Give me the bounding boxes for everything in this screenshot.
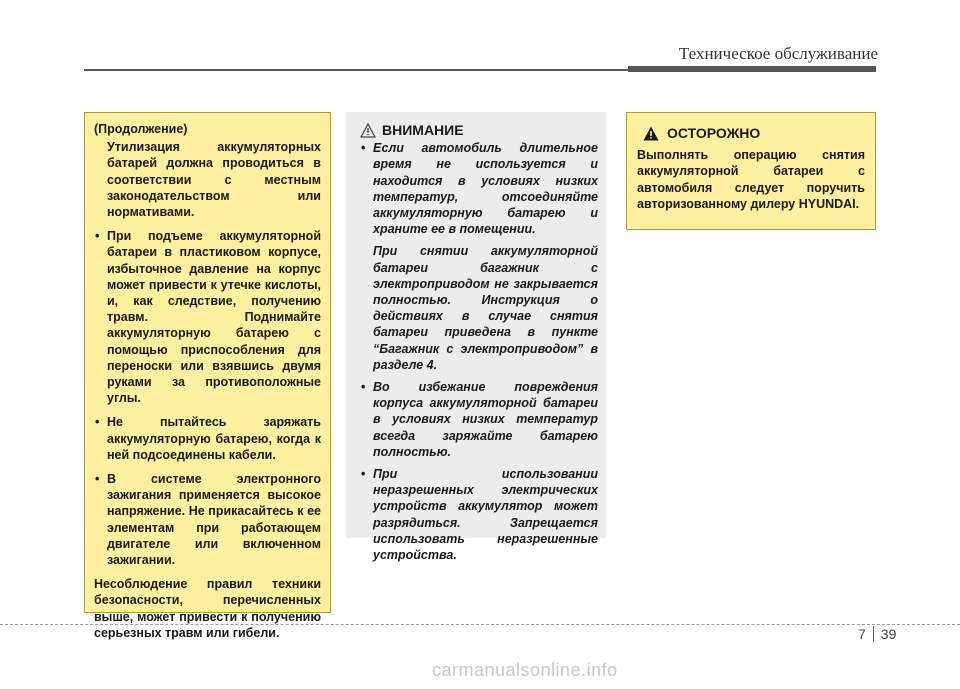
notice-subparagraph: При снятии аккумуляторной батареи багажник с электроприводом не закрывается полностью. Инструкция о действиях в случае снятия батареи приведена в пункте “Багажник с электроприводом” в разделе 4. — [373, 244, 598, 372]
watermark: carmanualsonline.info — [432, 660, 618, 680]
continuation-label: (Продолжение) — [94, 122, 188, 136]
warning-filled-triangle-icon — [643, 126, 659, 141]
notice-panel — [346, 112, 606, 563]
notice-bullet-list — [360, 140, 598, 563]
notice-heading — [360, 122, 598, 138]
caution-text: Выполнять операцию снятия аккумуляторной батареи с автомобиля следует поручить авторизованному дилеру HYUNDAI. — [637, 148, 865, 211]
safety-bullet-list — [94, 228, 321, 568]
notice-text: Если автомобиль длительное время не используется и находится в условиях низких температур, отсоединяйте аккумуляторную батарею и храните ее в помещении. — [373, 141, 598, 237]
warning-continuation-panel — [84, 112, 331, 640]
list-item — [360, 140, 598, 373]
page-number-separator — [873, 626, 874, 642]
page-number-value: 39 — [880, 626, 897, 642]
caution-heading — [637, 125, 865, 141]
list-item: • При подъеме аккумуляторной батареи в пластиковом корпусе, избыточное давление на корпус может привести к утечке кислоты, и, как следствие, получению травм. Поднимайте аккумуляторную батарею с помощью приспособления для переноски или взявшись двумя руками за противоположные углы. — [94, 228, 321, 406]
chapter-number: 7 — [858, 626, 866, 642]
page-number — [858, 626, 896, 642]
page-header-title: Техническое обслуживание — [678, 44, 878, 63]
list-item: • При использовании неразрешенных электрических устройств аккумулятор может разрядиться. Запрещается использовать неразрешенные устройства. — [360, 466, 598, 563]
notice-title: ВНИМАНИЕ — [382, 122, 464, 138]
list-item: • Не пытайтесь заряжать аккумуляторную батарею, когда к ней подсоединены кабели. — [94, 414, 321, 463]
list-item: • Во избежание повреждения корпуса аккумуляторной батареи в условиях низких температур всегда заряжайте батарею полностью. — [360, 379, 598, 460]
footer-rule — [0, 624, 960, 625]
disposal-paragraph: Утилизация аккумуляторных батарей должна проводиться в соответствии с местным законодательством или нормативами. — [107, 140, 321, 220]
consequence-paragraph: Несоблюдение правил техники безопасности, перечисленных выше, может привести к получению серьезных травм или гибели. — [94, 577, 321, 640]
caution-title: ОСТОРОЖНО — [667, 125, 761, 141]
header-rule-accent — [628, 66, 876, 72]
list-item: • В системе электронного зажигания применяется высокое напряжение. Не прикасайтесь к ее элементам при работающем двигателе или включенном зажигании. — [94, 471, 321, 568]
caution-panel — [626, 112, 876, 230]
warning-outline-triangle-icon — [360, 123, 376, 138]
